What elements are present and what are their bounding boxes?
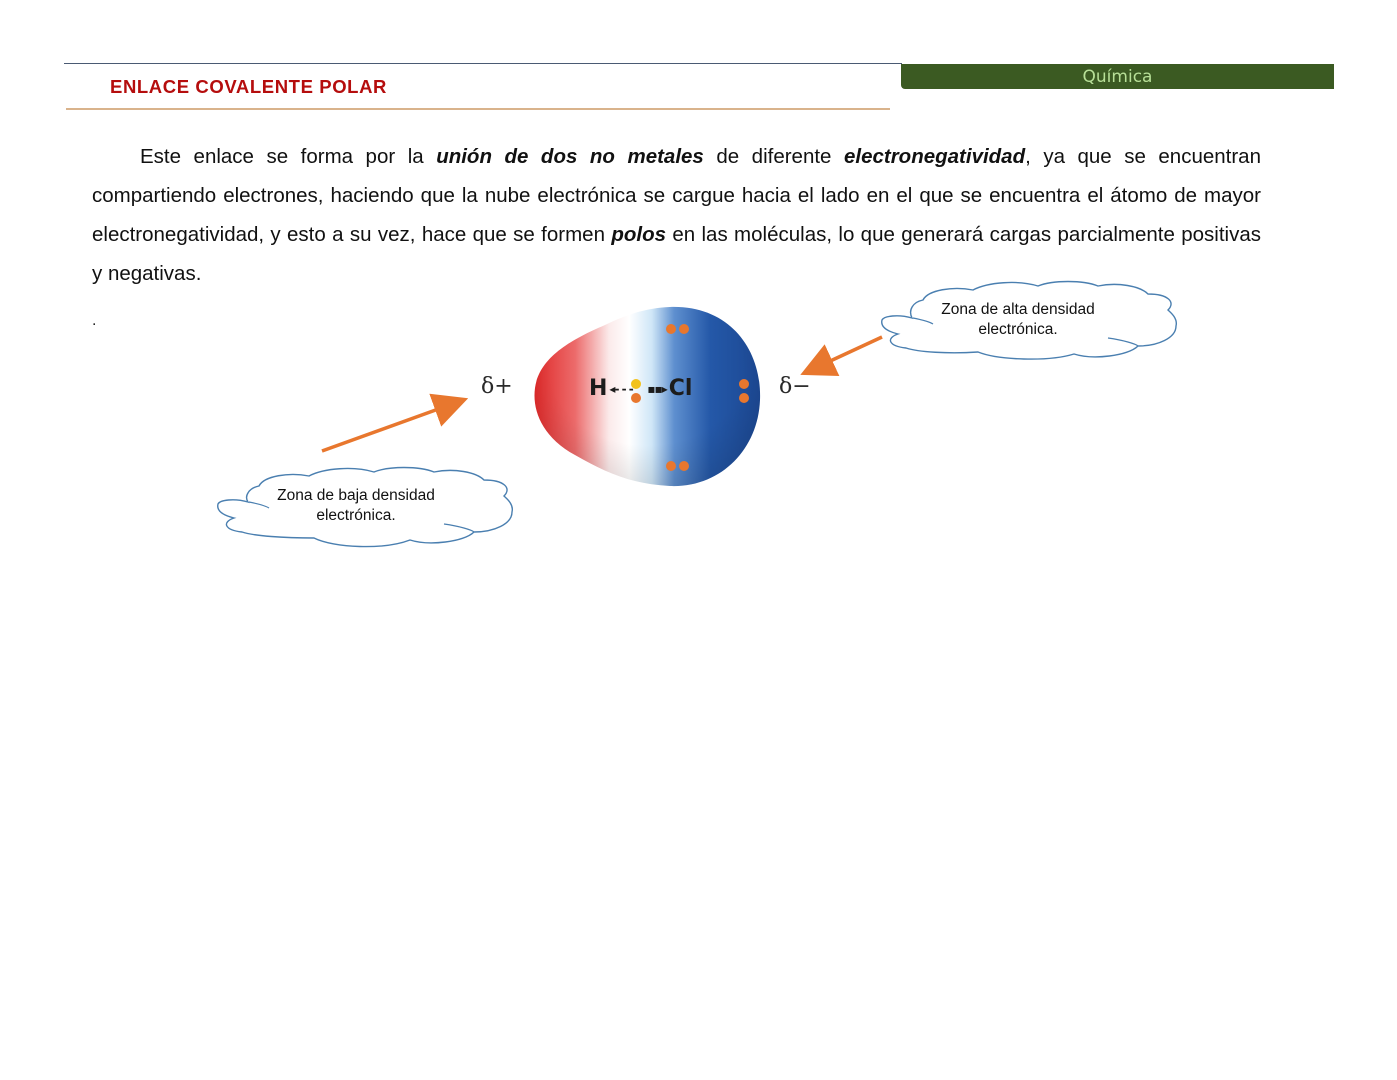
callout-low-density	[214, 464, 518, 552]
arrow-to-delta-plus	[322, 403, 455, 451]
stray-mark: .	[92, 312, 97, 329]
callout-high-density	[878, 280, 1182, 366]
section-title: ENLACE COVALENTE POLAR	[110, 76, 388, 97]
emphasis-union: unión de dos no metales	[436, 145, 704, 168]
partial-positive-label: δ+	[481, 374, 513, 399]
subject-tab-label: Química	[1082, 66, 1153, 87]
paragraph-text: , ya que se encuentran compartiendo electrones, haciendo que la nube electrónica se cargue hacia el lado en el que se encuentra el átomo de mayor electronegatividad, y esto a su vez, hace que se formen	[92, 145, 1261, 246]
arrow-right-icon: ▪▪▸	[647, 381, 667, 396]
chlorine-symbol: Cl	[668, 376, 693, 401]
emphasis-polos: polos	[611, 223, 666, 246]
emphasis-electronegatividad: electronegatividad	[843, 145, 1026, 168]
hydrogen-symbol: H	[589, 376, 608, 401]
paragraph-text: Este enlace se forma por la	[140, 145, 437, 168]
arrow-to-delta-minus	[813, 337, 882, 369]
paragraph-text: de diferente	[703, 145, 844, 168]
partial-negative-label: δ−	[779, 374, 811, 399]
callout-high-density-text: Zona de alta densidad electrónica.	[941, 301, 1095, 338]
arrow-left-icon: ◂‐ ‐ ‐	[609, 381, 633, 396]
callout-low-density-text: Zona de baja densidad electrónica.	[277, 487, 435, 524]
paragraph-text: en las moléculas, lo que generará cargas parcialmente positivas y negativas.	[92, 223, 1261, 285]
